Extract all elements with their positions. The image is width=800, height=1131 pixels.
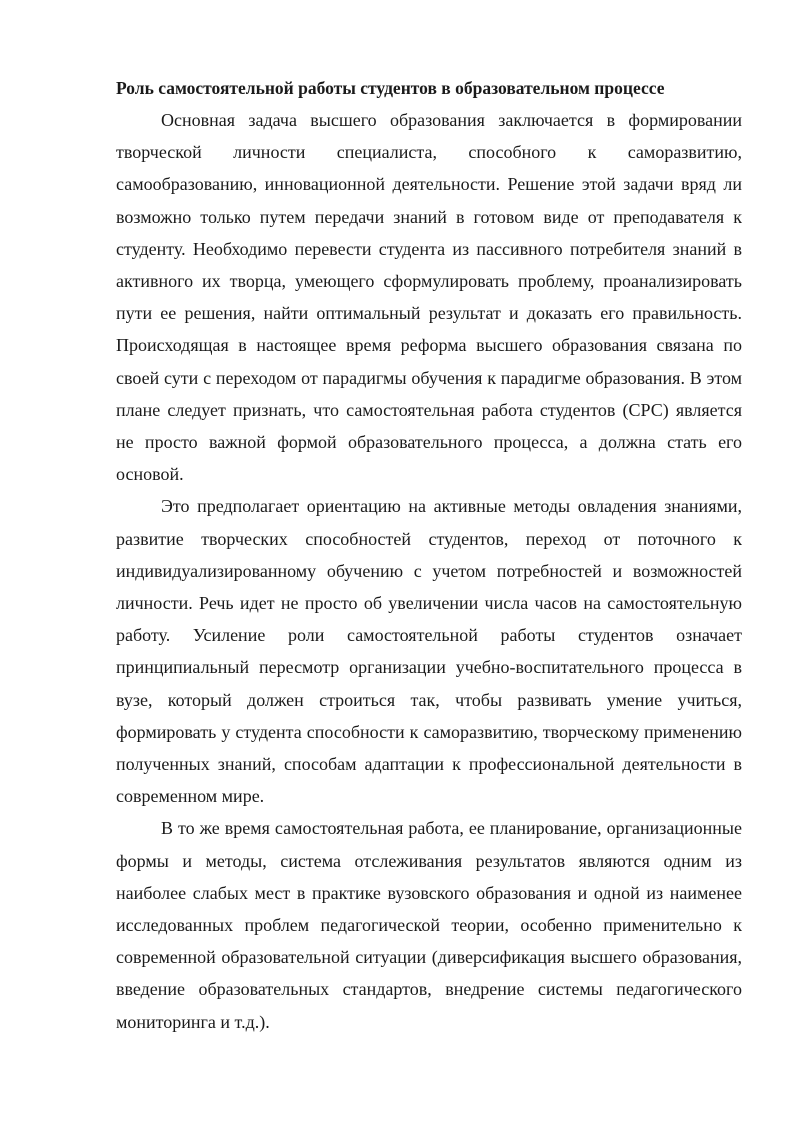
document-title: Роль самостоятельной работы студентов в образовательном процессе (116, 78, 665, 98)
paragraph-1: Основная задача высшего образования заключается в формировании творческой личности специалиста, способного к саморазвитию, самообразованию, инновационной деятельности. Решение этой задачи вряд ли возможно только путем передачи знаний в готовом виде от преподавателя к студенту. Необходимо перевести студента из пассивного потребителя знаний в активного их творца, умеющего сформулировать проблему, проанализировать пути ее решения, найти оптимальный результат и доказать его правильность. Происходящая в настоящее время реформа высшего образования связана по своей сути с переходом от парадигмы обучения к парадигме образования. В этом плане следует признать, что самостоятельная работа студентов (СРС) является не просто важной формой образовательного процесса, а должна стать его основой. (116, 110, 742, 485)
paragraph-3: В то же время самостоятельная работа, ее планирование, организационные формы и методы, система отслеживания результатов являются одним из наиболее слабых мест в практике вузовского образования и одной из наименее исследованных проблем педагогической теории, особенно применительно к современной образовательной ситуации (диверсификация высшего образования, введение образовательных стандартов, внедрение системы педагогического мониторинга и т.д.). (116, 818, 742, 1032)
paragraph-2: Это предполагает ориентацию на активные методы овладения знаниями, развитие творческих способностей студентов, переход от поточного к индивидуализированному обучению с учетом потребностей и возможностей личности. Речь идет не просто об увеличении числа часов на самостоятельную работу. Усиление роли самостоятельной работы студентов означает принципиальный пересмотр организации учебно-воспитательного процесса в вузе, который должен строиться так, чтобы развивать умение учиться, формировать у студента способности к саморазвитию, творческому применению полученных знаний, способам адаптации к профессиональной деятельности в современном мире. (116, 496, 742, 807)
document-page (116, 72, 742, 1038)
